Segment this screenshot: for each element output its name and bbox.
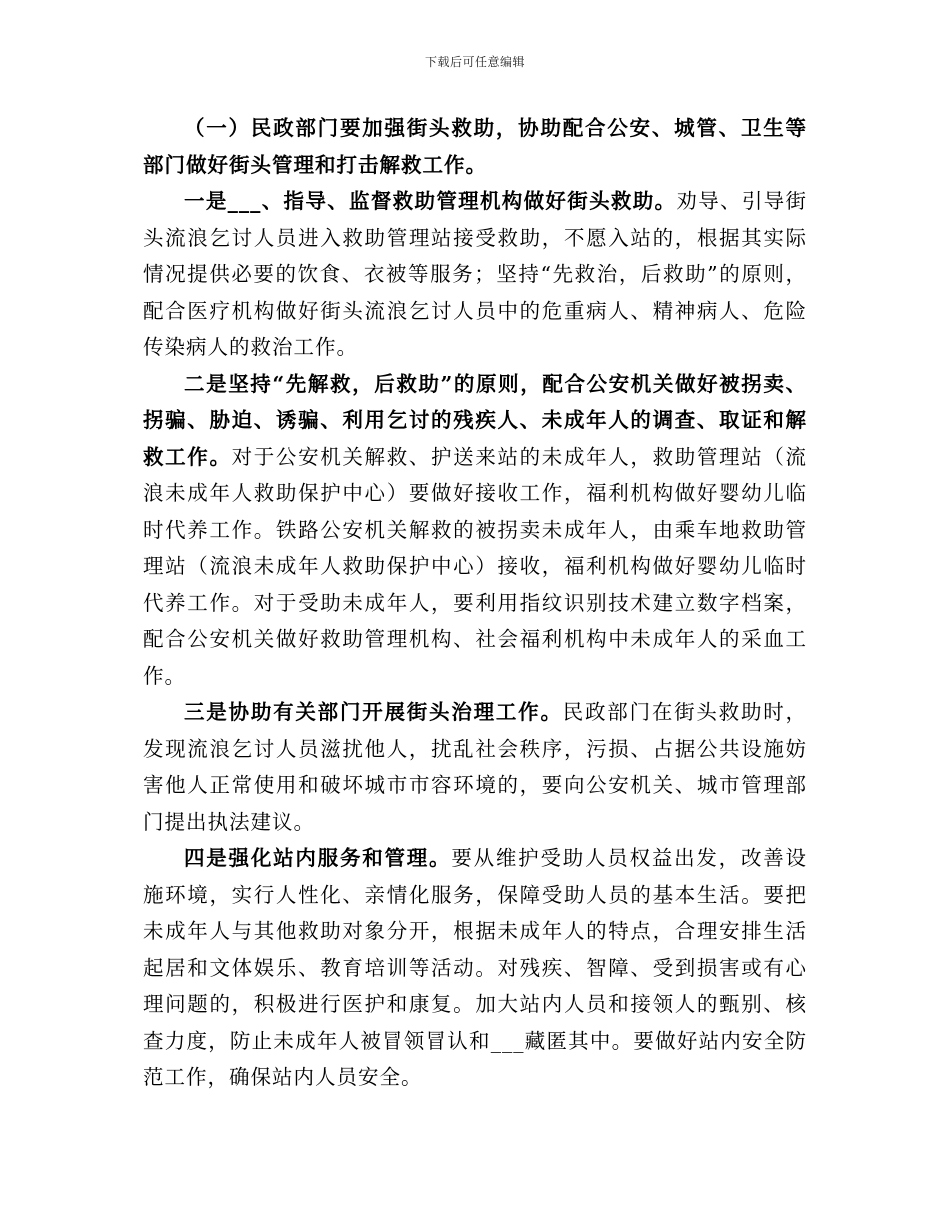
paragraph-item-4 [143, 840, 807, 1096]
page-header: 下载后可任意编辑 [424, 55, 525, 69]
document-body [143, 110, 807, 1096]
paragraph-text: 劝导、引导街头流浪乞讨人员进入救助管理站接受救助，不愿入站的，根据其实际情况提供必要的饮食、衣被等服务；坚持“先救治，后救助”的原则，配合医疗机构做好街头流浪乞讨人员中的危重病人、精神病人、危险传染病人的救治工作。 [143, 189, 808, 359]
paragraph-text: 民政部门在街头救助时，发现流浪乞讨人员滋扰他人，扰乱社会秩序，污损、占据公共设施妨害他人正常使用和破坏城市市容环境的，要向公安机关、城市管理部门提出执法建议。 [143, 700, 808, 834]
paragraph-text: 要从维护受助人员权益出发，改善设施环境，实行人性化、亲情化服务，保障受助人员的基本生活。要把未成年人与其他救助对象分开，根据未成年人的特点，合理安排生活起居和文体娱乐、教育培训等活动。对残疾、智障、受到损害或有心理问题的，积极进行医护和康复。加大站内人员和接领人的甄别、核查力度，防止未成年人被冒领冒认和___藏匿其中。要做好站内安全防范工作，确保站内人员安全。 [143, 846, 808, 1089]
paragraph-lead: 四是强化站内服务和管理。 [184, 846, 452, 870]
paragraph-lead: 二是坚持“先解救，后救助”的原则，配合公安机关做好被拐卖、拐骗、胁迫、诱骗、利用乞讨的残疾人、未成年人的调查、取证和解救工作。 [143, 371, 807, 469]
section-heading: （一）民政部门要加强街头救助，协助配合公安、城管、卫生等部门做好街头管理和打击解救工作。 [143, 116, 807, 177]
section-heading-paragraph [143, 110, 807, 183]
paragraph-lead: 一是___、指导、监督救助管理机构做好街头救助。 [184, 189, 677, 213]
paragraph-lead: 三是协助有关部门开展街头治理工作。 [184, 700, 563, 724]
paragraph-text: 对于公安机关解救、护送来站的未成年人，救助管理站（流浪未成年人救助保护中心）要做好接收工作，福利机构做好婴幼儿临时代养工作。铁路公安机关解救的被拐卖未成年人，由乘车地救助管理站（流浪未成年人救助保护中心）接收，福利机构做好婴幼儿临时代养工作。对于受助未成年人，要利用指纹识别技术建立数字档案，配合公安机关做好救助管理机构、社会福利机构中未成年人的采血工作。 [143, 444, 808, 688]
paragraph-item-1 [143, 183, 807, 366]
paragraph-item-3 [143, 694, 807, 840]
paragraph-item-2 [143, 366, 807, 695]
